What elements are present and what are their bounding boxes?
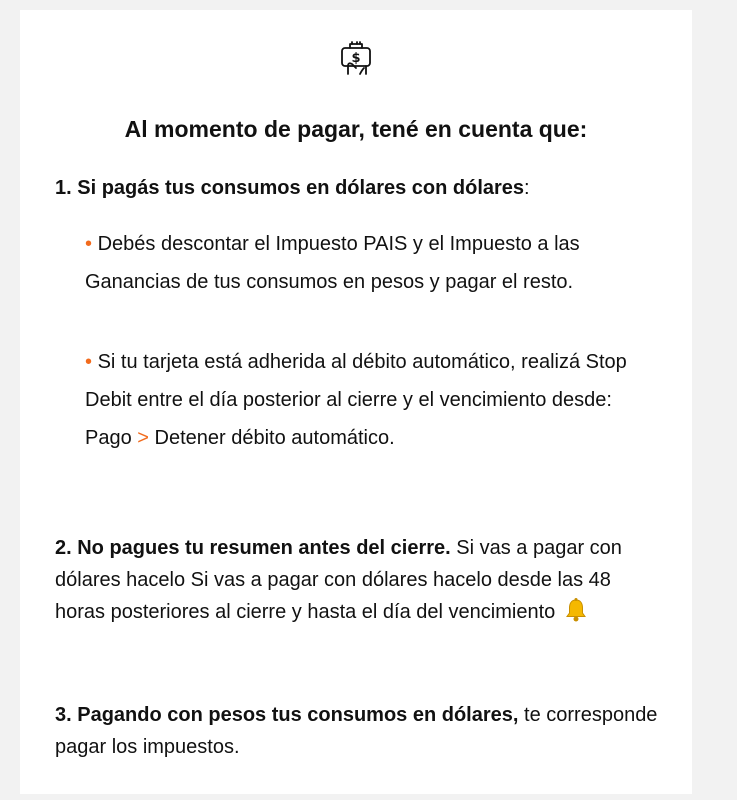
info-card <box>20 10 692 794</box>
step-1-title: 1. Si pagás tus consumos en dólares con dólares <box>55 177 525 199</box>
path-separator: > <box>137 427 149 449</box>
step-2-title: 2. No pagues tu resumen antes del cierre. <box>55 537 451 559</box>
bell-icon <box>563 597 589 623</box>
step-3-title: 3. Pagando con pesos tus consumos en dólares, <box>55 704 519 726</box>
step-3-text: te corresponde pagar los impuestos. <box>55 704 658 758</box>
svg-text:$: $ <box>351 51 361 66</box>
bullet-marker: • <box>85 351 93 373</box>
bullet-marker: • <box>85 233 93 255</box>
step-1 <box>55 172 665 204</box>
page-title: Al momento de pagar, tené en cuenta que: <box>124 116 588 142</box>
step-1-bullet-1 <box>85 225 645 301</box>
step-3 <box>55 699 665 763</box>
bullet-2-text: Si tu tarjeta está adherida al débito automático, realizá Stop Debit entre el día posterior al cierre y el vencimiento desde: Pago <box>85 351 627 449</box>
step-1-bullet-2 <box>85 343 645 457</box>
bullet-1-text: Debés descontar el Impuesto PAIS y el Impuesto a las Ganancias de tus consumos en pesos y pagar el resto. <box>85 233 580 293</box>
step-1-suffix: : <box>524 177 530 199</box>
bullet-2-path-end: Detener débito automático. <box>154 427 395 449</box>
hand-money-icon <box>338 40 376 78</box>
step-2-text: Si vas a pagar con dólares hacelo Si vas a pagar con dólares hacelo desde las 48 horas posteriores al cierre y hasta el día del vencimiento <box>55 537 622 623</box>
step-2 <box>55 532 665 628</box>
